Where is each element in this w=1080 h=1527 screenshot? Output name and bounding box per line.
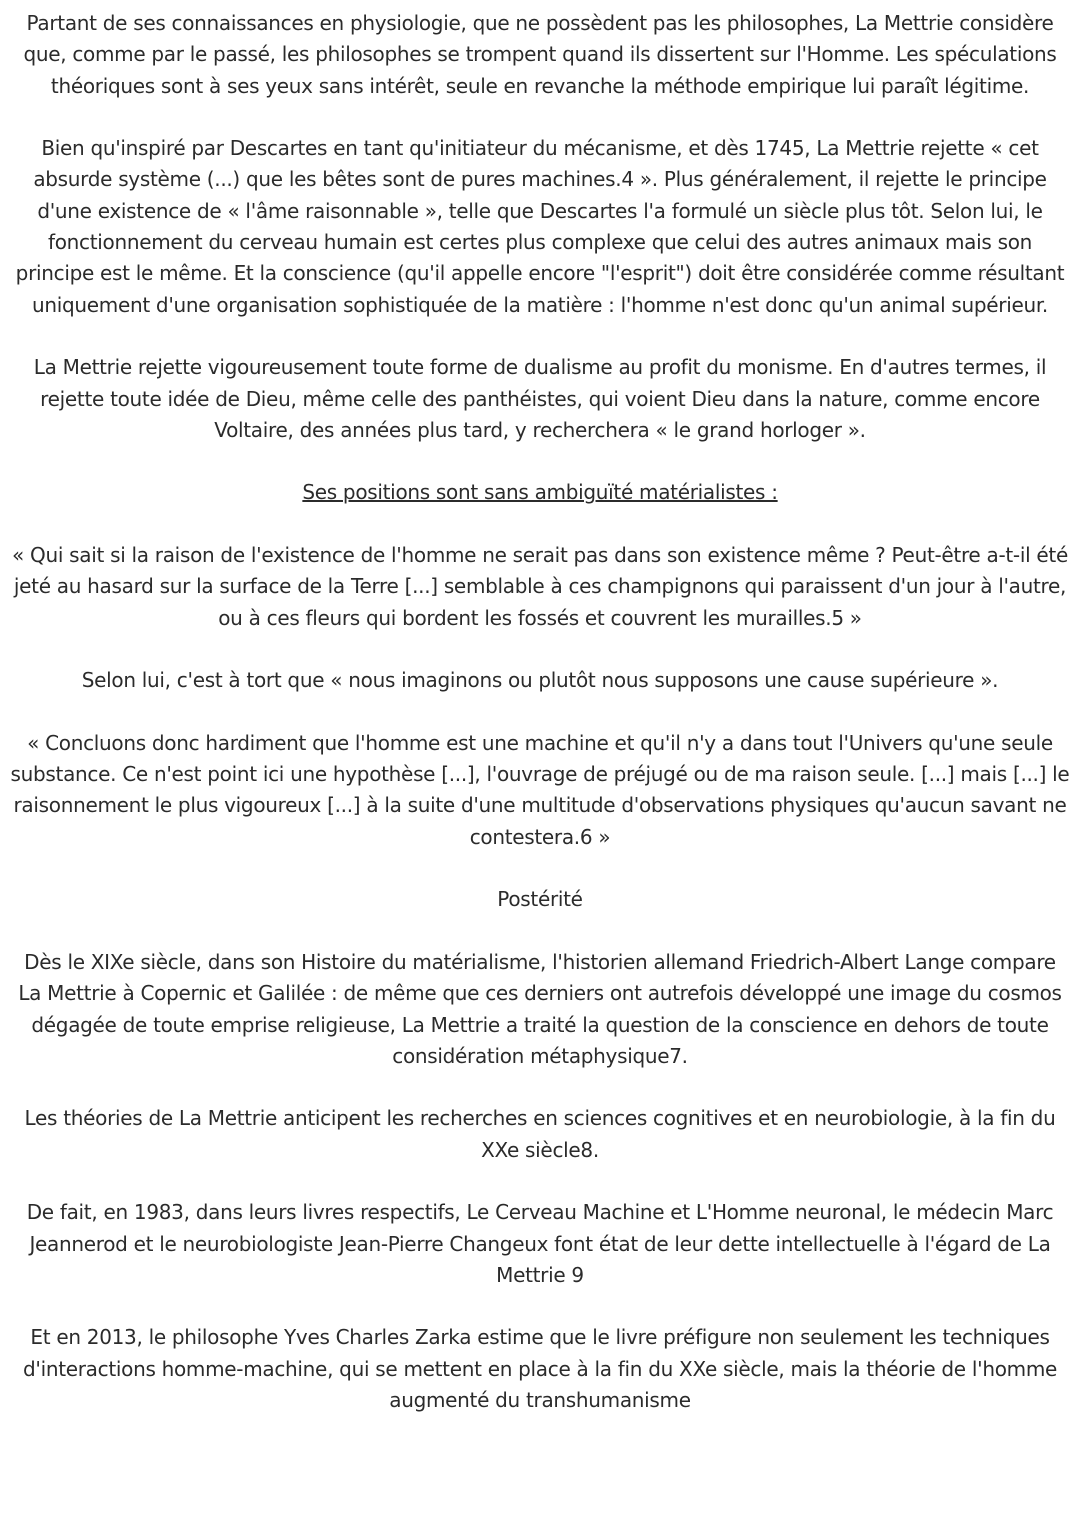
- paragraph-cause-superieure: Selon lui, c'est à tort que « nous imaginons ou plutôt nous supposons une cause supérieure ».: [81, 668, 999, 693]
- paragraph-physiologie: Partant de ses connaissances en physiologie, que ne possèdent pas les philosophes, La Mettrie considère que, comme par le passé, les philosophes se trompent quand ils dissertent sur l'Homme. Les spéculations théoriques sont à ses yeux sans intérêt, seule en revanche la méthode empirique lui paraît légitime.: [23, 11, 1057, 98]
- paragraph-changeux: De fait, en 1983, dans leurs livres respectifs, Le Cerveau Machine et L'Homme neuronal, le médecin Marc Jeannerod et le neurobiologiste Jean-Pierre Changeux font état de leur dette intellectuelle à l'égard de La Mettrie 9: [26, 1200, 1054, 1287]
- paragraph-descartes: Bien qu'inspiré par Descartes en tant qu'initiateur du mécanisme, et dès 1745, La Mettrie rejette « cet absurde système (...) que les bêtes sont de pures machines.4 ». Plus généralement, il rejette le principe d'une existence de « l'âme raisonnable », telle que Descartes l'a formulé un siècle plus tôt. Selon lui, le fonctionnement du cerveau humain est certes plus complexe que celui des autres animaux mais son principe est le même. Et la conscience (qu'il appelle encore "l'esprit") doit être considérée comme résultant uniquement d'une organisation sophistiquée de la matière : l'homme n'est donc qu'un animal supérieur.: [15, 136, 1065, 317]
- section-heading-materialistes: Ses positions sont sans ambiguïté matérialistes :: [302, 480, 778, 505]
- section-heading-posterite: Postérité: [497, 887, 583, 912]
- paragraph-sciences-cognitives: Les théories de La Mettrie anticipent les recherches en sciences cognitives et en neurobiologie, à la fin du XXe siècle8.: [24, 1106, 1056, 1162]
- quote-machine: « Concluons donc hardiment que l'homme est une machine et qu'il n'y a dans tout l'Univers qu'une seule substance. Ce n'est point ici une hypothèse [...], l'ouvrage de préjugé ou de ma raison seule. [...] mais [...] le raisonnement le plus vigoureux [...] à la suite d'une multitude d'observations physiques qu'aucun savant ne contestera.6 »: [10, 730, 1070, 849]
- paragraph-monisme: La Mettrie rejette vigoureusement toute forme de dualisme au profit du monisme. En d'autres termes, il rejette toute idée de Dieu, même celle des panthéistes, qui voient Dieu dans la nature, comme encore Voltaire, des années plus tard, y recherchera « le grand horloger ».: [33, 355, 1047, 442]
- paragraph-zarka: Et en 2013, le philosophe Yves Charles Zarka estime que le livre préfigure non seulement les techniques d'interactions homme-machine, qui se mettent en place à la fin du XXe siècle, mais la théorie de l'homme augmenté du transhumanisme: [22, 1325, 1058, 1413]
- paragraph-lange: Dès le XIXe siècle, dans son Histoire du matérialisme, l'historien allemand Friedrich-Albert Lange compare La Mettrie à Copernic et Galilée : de même que ces derniers ont autrefois développé une image du cosmos dégagée de toute emprise religieuse, La Mettrie a traité la question de la conscience en dehors de toute considération métaphysique7.: [18, 949, 1062, 1068]
- quote-existence: « Qui sait si la raison de l'existence de l'homme ne serait pas dans son existence même ? Peut-être a-t-il été jeté au hasard sur la surface de la Terre [...] semblable à ces champignons qui paraissent d'un jour à l'autre, ou à ces fleurs qui bordent les fossés et couvrent les murailles.5 »: [12, 543, 1068, 630]
